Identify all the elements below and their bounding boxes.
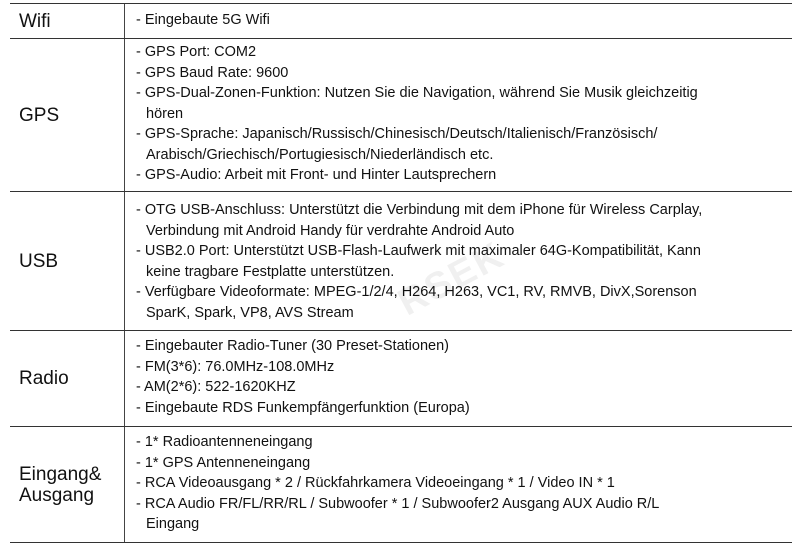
spec-line: - RCA Videoausgang * 2 / Rückfahrkamera Videoeingang * 1 / Video IN * 1 <box>136 475 615 491</box>
spec-line: - Eingebauter Radio-Tuner (30 Preset-Stationen) <box>136 338 449 354</box>
spec-line: - USB2.0 Port: Unterstützt USB-Flash-Laufwerk mit maximaler 64G-Kompatibilität, Kann <box>136 243 701 259</box>
row-eingang-ausgang <box>10 427 792 543</box>
row-label-wifi: Wifi <box>10 4 125 38</box>
spec-line: - Eingebaute RDS Funkempfängerfunktion (Europa) <box>136 399 470 416</box>
spec-line: - GPS Baud Rate: 9600 <box>136 64 289 81</box>
spec-line: - Verfügbare Videoformate: MPEG-1/2/4, H264, H263, VC1, RV, RMVB, DivX,Sorenson <box>136 284 697 300</box>
spec-line: keine tragbare Festplatte unterstützen. <box>146 263 395 280</box>
watermark: RSEK <box>391 233 512 325</box>
row-radio <box>10 331 792 427</box>
row-label-gps: GPS <box>10 39 125 191</box>
spec-line: - GPS-Sprache: Japanisch/Russisch/Chinesisch/Deutsch/Italienisch/Französisch/ <box>136 126 658 142</box>
spec-line: - AM(2*6): 522-1620KHZ <box>136 379 296 395</box>
spec-line: - Eingebaute 5G Wifi <box>136 12 270 28</box>
row-label-line: Ausgang <box>19 484 95 506</box>
spec-line: Eingang <box>146 516 200 532</box>
spec-line: - GPS Port: COM2 <box>136 44 257 60</box>
spec-line: - GPS-Dual-Zonen-Funktion: Nutzen Sie die Navigation, während Sie Musik gleichzeitig <box>136 85 698 101</box>
spec-line: Verbindung mit Android Handy für verdrahte Android Auto <box>146 222 515 239</box>
row-usb <box>10 192 792 331</box>
row-body-gps <box>125 39 792 191</box>
row-body-eingang-ausgang <box>125 427 792 542</box>
spec-line: hören <box>146 105 184 122</box>
row-wifi <box>10 4 792 39</box>
spec-line: - RCA Audio FR/FL/RR/RL / Subwoofer * 1 / Subwoofer2 Ausgang AUX Audio R/L <box>136 495 660 512</box>
spec-line: - FM(3*6): 76.0MHz-108.0MHz <box>136 358 335 375</box>
row-body-radio <box>125 331 792 426</box>
row-label-line: Eingang& <box>19 463 102 485</box>
row-body-usb <box>125 192 792 330</box>
spec-line: - GPS-Audio: Arbeit mit Front- und Hinter Lautsprechern <box>136 167 497 183</box>
spec-line: - 1* GPS Antenneneingang <box>136 454 311 471</box>
spec-line: Arabisch/Griechisch/Portugiesisch/Niederländisch etc. <box>146 146 494 163</box>
spec-table <box>10 3 792 543</box>
spec-line: - 1* Radioantenneneingang <box>136 434 313 450</box>
row-body-wifi <box>125 4 792 38</box>
row-gps <box>10 39 792 192</box>
row-label-eingang-ausgang <box>10 427 125 542</box>
row-label-radio: Radio <box>10 331 125 426</box>
spec-line: - OTG USB-Anschluss: Unterstützt die Verbindung mit dem iPhone für Wireless Carplay, <box>136 202 703 218</box>
spec-line: SparK, Spark, VP8, AVS Stream <box>146 304 354 321</box>
row-label-usb: USB <box>10 192 125 330</box>
